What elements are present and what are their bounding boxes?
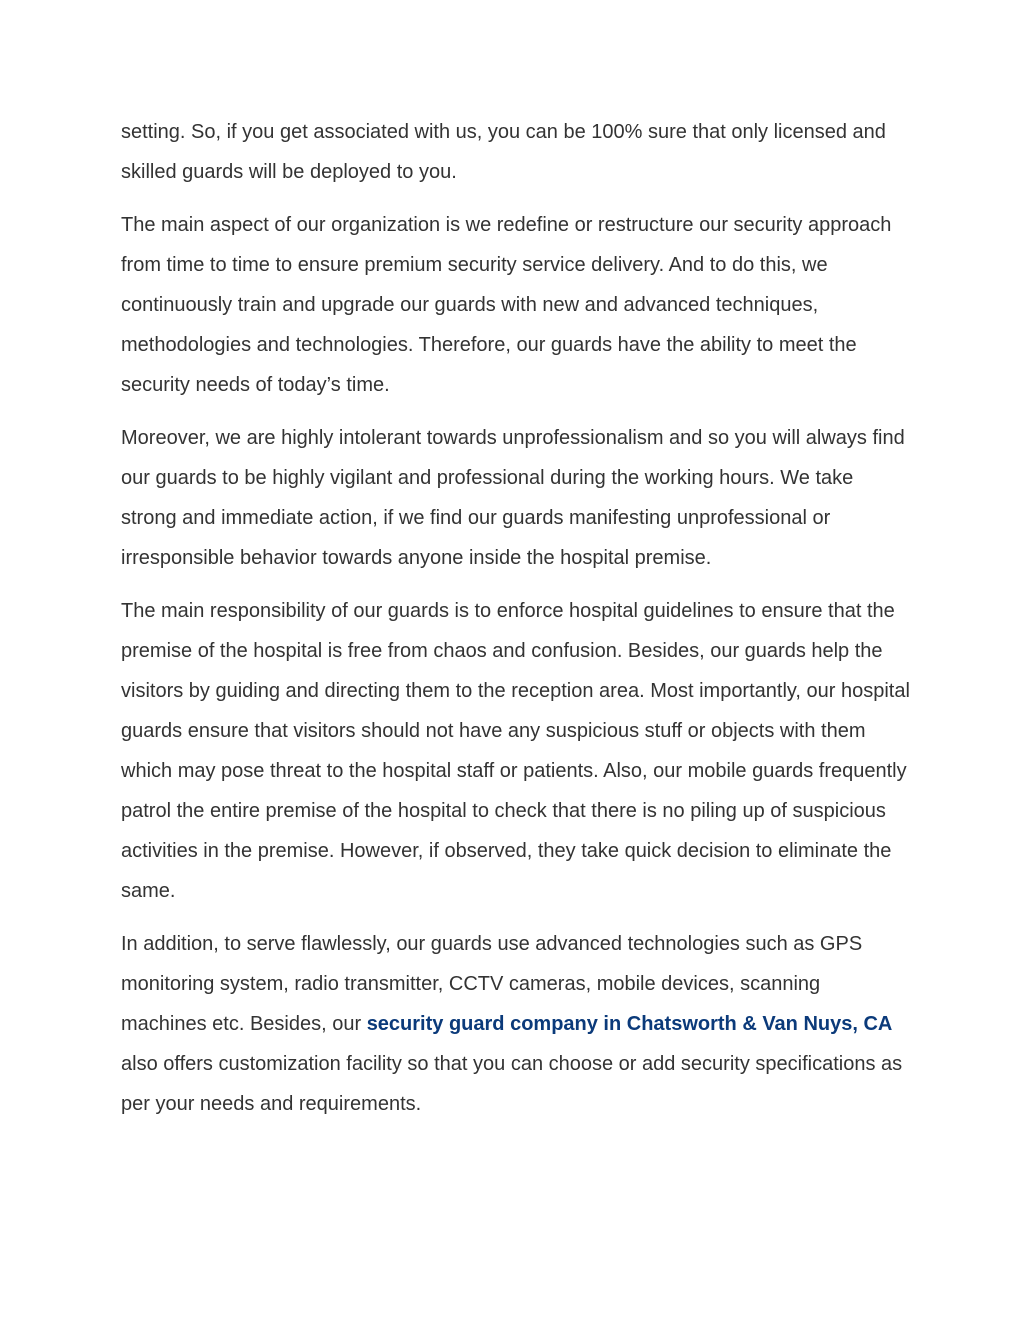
paragraph-4: The main responsibility of our guards is to enforce hospital guidelines to ensure that the premise of the hospital is free from chaos and confusion. Besides, our guards help the visitors by guiding and directing them to the reception area. Most importantly, our hospital guards ensure that visitors should not have any suspicious stuff or objects with them which may pose threat to the hospital staff or patients. Also, our mobile guards frequently patrol the entire premise of the hospital to check that there is no piling up of suspicious activities in the premise. However, if observed, they take quick decision to eliminate the same.	[121, 600, 910, 902]
paragraph-5	[121, 924, 911, 1124]
paragraph-2: The main aspect of our organization is we redefine or restructure our security approach from time to time to ensure premium security service delivery. And to do this, we continuously train and upgrade our guards with new and advanced techniques, methodologies and technologies. Therefore, our guards have the ability to meet the security needs of today’s time.	[121, 214, 892, 396]
paragraph-5-text-after: also offers customization facility so that you can choose or add security specifications as per your needs and requirements.	[121, 1053, 903, 1115]
paragraph-3: Moreover, we are highly intolerant towards unprofessionalism and so you will always find our guards to be highly vigilant and professional during the working hours. We take strong and immediate action, if we find our guards manifesting unprofessional or irresponsible behavior towards anyone inside the hospital premise.	[121, 427, 905, 569]
security-guard-company-link[interactable]: security guard company in Chatsworth & Van Nuys, CA	[366, 1013, 893, 1035]
paragraph-5-text-before: In addition, to serve flawlessly, our guards use advanced technologies such as GPS monitoring system, radio transmitter, CCTV cameras, mobile devices, scanning machines etc. Besides, our	[121, 933, 863, 1035]
document-body	[121, 112, 911, 1137]
paragraph-1: setting. So, if you get associated with us, you can be 100% sure that only licensed and skilled guards will be deployed to you.	[121, 121, 886, 183]
